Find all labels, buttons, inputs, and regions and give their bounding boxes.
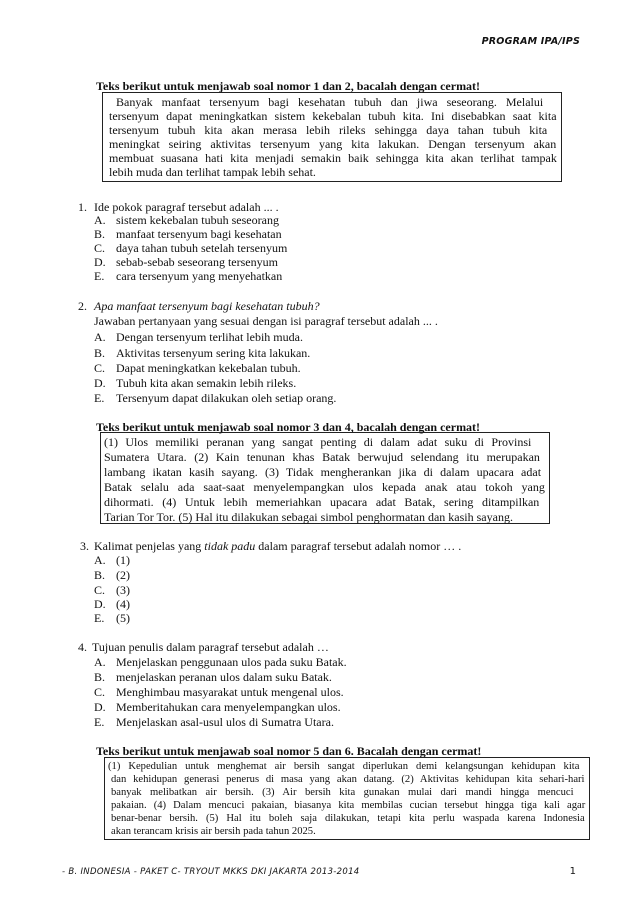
page-number: 1 <box>569 866 576 877</box>
option-label: B. <box>94 568 106 582</box>
option-label: E. <box>94 611 105 625</box>
option-text: sebab-sebab seseorang tersenyum <box>116 255 278 269</box>
option-label: D. <box>94 255 106 269</box>
option-text: Memberitahukan cara menyelempangkan ulos. <box>116 700 341 714</box>
option-label: B. <box>94 670 106 684</box>
question-number: 2. <box>78 299 87 313</box>
option-label: A. <box>94 553 106 567</box>
option-text: (4) <box>116 597 130 611</box>
question-text <box>94 539 461 553</box>
option-label: A. <box>94 213 106 227</box>
passage1-line: lebih muda dan terlihat tampak lebih sehat. <box>109 165 316 179</box>
passage1-line: membuat suasana hati kita menjadi semakin baik sehingga kita akan terlihat tampak <box>109 151 557 165</box>
option-text: Tubuh kita akan semakin lebih rileks. <box>116 376 297 390</box>
question-text-part: Kalimat penjelas yang <box>94 539 205 553</box>
question-text-italic: Apa manfaat tersenyum bagi kesehatan tubuh? <box>94 299 320 313</box>
option-label: D. <box>94 597 106 611</box>
passage2-instruction: Teks berikut untuk menjawab soal nomor 3 dan 4, bacalah dengan cermat! <box>96 420 481 434</box>
passage3-line: akan terancam krisis air bersih pada tahun 2025. <box>111 826 316 837</box>
passage2-line: (1) Ulos memiliki peranan yang sangat penting di dalam adat suku di Provinsi <box>104 435 532 449</box>
passage2-line: lambang ikatan kasih sayang. (3) Tidak mengherankan jika di dalam upacara adat <box>104 465 542 479</box>
program-header: PROGRAM IPA/IPS <box>481 36 580 47</box>
question-text: Tujuan penulis dalam paragraf tersebut adalah … <box>92 640 329 654</box>
question-number: 1. <box>78 200 87 214</box>
option-label: C. <box>94 583 106 597</box>
passage1-line: Banyak manfaat tersenyum bagi kesehatan tubuh dan jiwa seseorang. Melalui <box>116 95 544 109</box>
question-number: 3. <box>80 539 89 553</box>
option-text: (5) <box>116 611 130 625</box>
option-label: E. <box>94 269 105 283</box>
option-text: cara tersenyum yang menyehatkan <box>116 269 283 283</box>
question-text-part: dalam paragraf tersebut adalah nomor … . <box>255 539 462 553</box>
option-text: Aktivitas tersenyum sering kita lakukan. <box>116 346 311 360</box>
passage2-line: Tarian Tor Tor. (5) Hal itu dilakukan sebagai simbol penghormatan dan kasih sayang. <box>104 510 513 524</box>
option-text: Tersenyum dapat dilakukan oleh setiap orang. <box>116 391 337 405</box>
option-text: Menjelaskan penggunaan ulos pada suku Batak. <box>116 655 347 669</box>
option-text: (1) <box>116 553 130 567</box>
option-text: Dengan tersenyum terlihat lebih muda. <box>116 330 303 344</box>
option-label: C. <box>94 685 106 699</box>
option-label: E. <box>94 391 105 405</box>
passage1-line: tersenyum dapat meningkatkan sistem kekebalan tubuh kita. Ini disebabkan saat kita <box>109 109 557 123</box>
option-text: Menghimbau masyarakat untuk mengenal ulos. <box>116 685 344 699</box>
question-number: 4. <box>78 640 87 654</box>
question-text-italic: tidak padu <box>204 539 256 553</box>
option-text: daya tahan tubuh setelah tersenyum <box>116 241 288 255</box>
option-text: menjelaskan peranan ulos dalam suku Batak. <box>116 670 332 684</box>
passage1-instruction: Teks berikut untuk menjawab soal nomor 1 dan 2, bacalah dengan cermat! <box>96 79 481 93</box>
footer-title: - B. INDONESIA - PAKET C- TRYOUT MKKS DKI JAKARTA 2013-2014 <box>62 867 360 877</box>
option-label: E. <box>94 715 105 729</box>
option-label: B. <box>94 346 106 360</box>
option-text: Menjelaskan asal-usul ulos di Sumatra Utara. <box>116 715 334 729</box>
option-text: (3) <box>116 583 130 597</box>
passage3-line: benar-benar bersih. (5) Hal itu boleh saja dilakukan, tetapi kita perlu waspada karena Indonesia <box>111 813 585 824</box>
option-label: D. <box>94 700 106 714</box>
passage3-line: banyak melibatkan air bersih. (3) Air bersih kita gunakan mulai dari mandi hingga mencuci <box>111 787 574 798</box>
option-text: sistem kekebalan tubuh seseorang <box>116 213 279 227</box>
passage3-line: (1) Kepedulian untuk menghemat air bersih sangat diperlukan demi kelangsungan kehidupan kita <box>108 761 580 772</box>
option-text: manfaat tersenyum bagi kesehatan <box>116 227 282 241</box>
passage3-line: pakaian. (4) Dalam mencuci pakaian, biasanya kita membilas cucian tersebut hingga tiga kali agar <box>111 800 586 811</box>
passage1-line: meningkat seiring aktivitas tersenyum yang kita lakukan. Dengan tersenyum akan <box>109 137 557 151</box>
option-text: (2) <box>116 568 130 582</box>
passage3-line: dan kehidupan generasi penerus di masa yang akan datang. (2) Aktivitas kehidupan kita sehari-hari <box>111 774 585 785</box>
question-text: Ide pokok paragraf tersebut adalah ... . <box>94 200 279 214</box>
question-text: Jawaban pertanyaan yang sesuai dengan isi paragraf tersebut adalah ... . <box>94 314 438 328</box>
option-label: C. <box>94 241 106 255</box>
option-label: A. <box>94 330 106 344</box>
option-label: C. <box>94 361 106 375</box>
passage2-line: Batak selalu ada saat-saat menyelempangkan ulos kepada anak atau tokoh yang <box>104 480 545 494</box>
option-label: D. <box>94 376 106 390</box>
passage1-line: tersenyum tubuh kita akan merasa lebih rileks sehingga daya tahan tubuh kita <box>109 123 548 137</box>
option-label: A. <box>94 655 106 669</box>
option-text: Dapat meningkatkan kekebalan tubuh. <box>116 361 301 375</box>
passage2-line: dihormati. (4) Untuk lebih memeriahkan upacara adat Batak, sering ditampilkan <box>104 495 540 509</box>
option-label: B. <box>94 227 106 241</box>
passage2-line: Sumatera Utara. (2) Kain tenunan khas Batak berwujud selendang itu merupakan <box>104 450 540 464</box>
passage3-instruction: Teks berikut untuk menjawab soal nomor 5 dan 6. Bacalah dengan cermat! <box>96 744 482 758</box>
